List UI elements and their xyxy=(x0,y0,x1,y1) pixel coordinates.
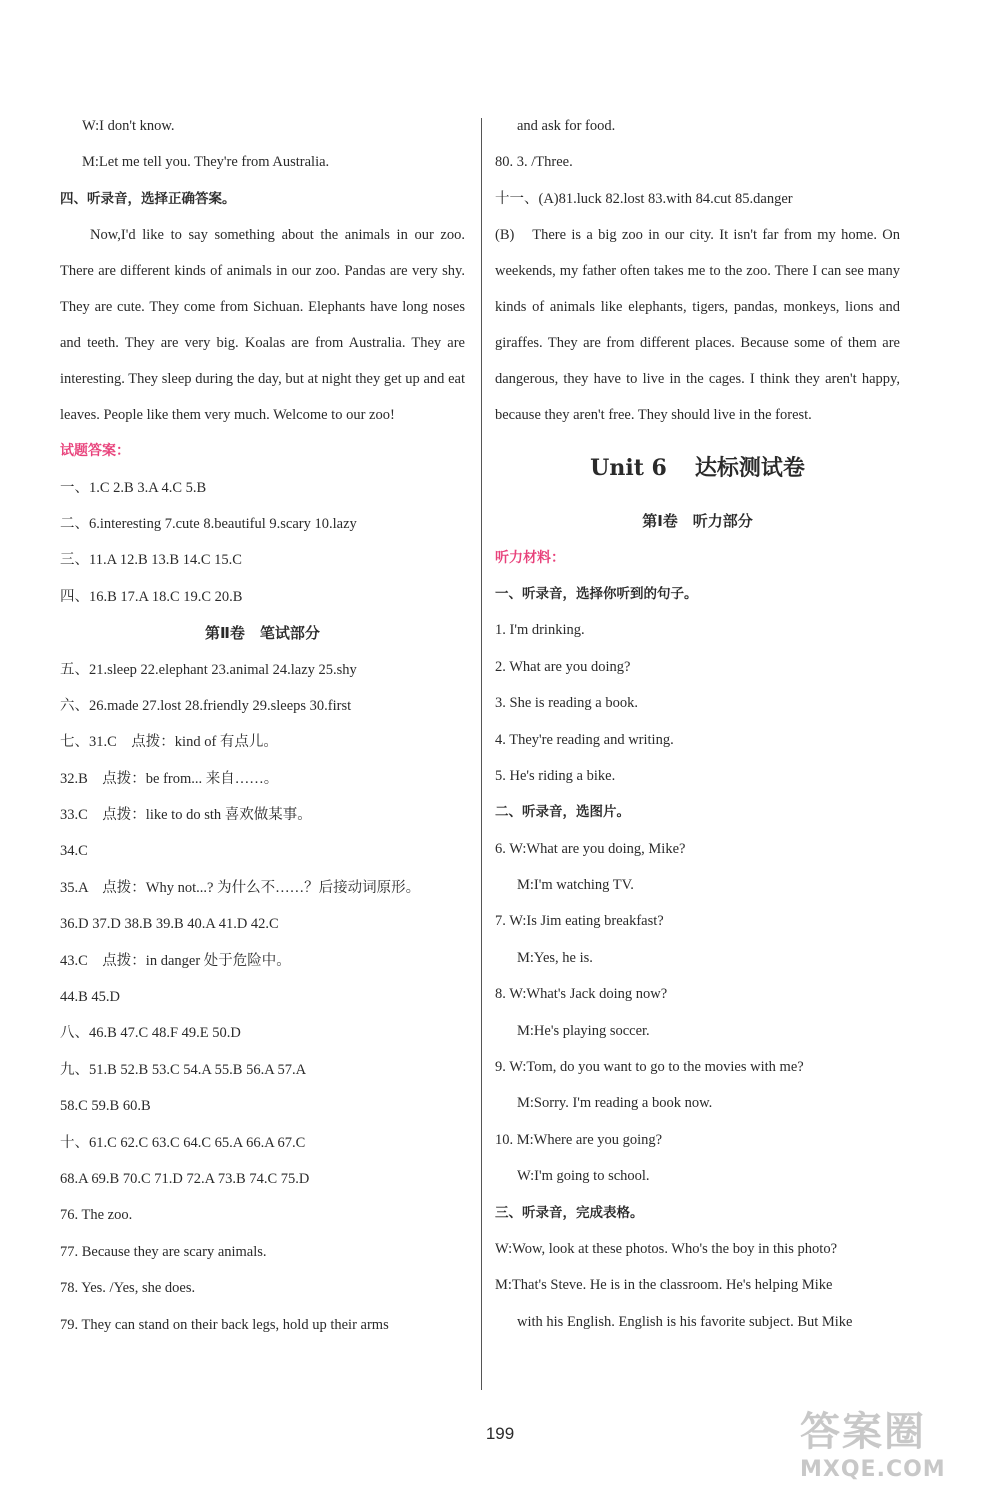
answer-line: 三、11.A 12.B 13.B 14.C 15.C xyxy=(60,552,242,569)
answer-line: 80. 3. /Three. xyxy=(495,154,573,171)
section-heading: 二、听录音，选图片。 xyxy=(495,804,630,821)
answer-line: 76. The zoo. xyxy=(60,1207,133,1224)
answer-line: 43.C 点拨：in danger 处于危险中。 xyxy=(60,952,291,969)
watermark-text: 答案圈 xyxy=(800,1409,926,1455)
answer-line: 68.A 69.B 70.C 71.D 72.A 73.B 74.C 75.D xyxy=(60,1170,310,1187)
answer-line: 35.A 点拨：Why not...? 为什么不……？后接动词原形。 xyxy=(60,879,421,896)
answer-line: 32.B 点拨：be from... 来自……。 xyxy=(60,770,279,787)
answer-line: 六、26.made 27.lost 28.friendly 29.sleeps 30.first xyxy=(60,697,352,714)
text-line: 7. W:Is Jim eating breakfast? xyxy=(495,913,664,930)
text-line: and ask for food. xyxy=(517,118,616,134)
text-line: M:He's playing soccer. xyxy=(517,1022,650,1039)
answer-line: 九、51.B 52.B 53.C 54.A 55.B 56.A 57.A xyxy=(60,1061,307,1078)
answer-line: 33.C 点拨：like to do sth 喜欢做某事。 xyxy=(60,807,312,824)
right-column xyxy=(495,108,900,1340)
answer-line: 78. Yes. /Yes, she does. xyxy=(60,1280,196,1297)
text-line: 2. What are you doing? xyxy=(495,658,631,675)
text-line: 1. I'm drinking. xyxy=(495,622,585,639)
text-line: W:Wow, look at these photos. Who's the boy in this photo? xyxy=(495,1240,838,1257)
watermark-logo xyxy=(800,1400,995,1495)
unit-title xyxy=(495,433,900,503)
answer-line: 44.B 45.D xyxy=(60,989,121,1006)
answer-line: 一、1.C 2.B 3.A 4.C 5.B xyxy=(60,479,207,496)
part-heading: 第Ⅱ卷 笔试部分 xyxy=(205,624,320,643)
text-line: W:I'm going to school. xyxy=(517,1168,650,1185)
text-line: 10. M:Where are you going? xyxy=(495,1131,663,1148)
text-line: M:Yes, he is. xyxy=(517,949,593,966)
listening-passage: Now,I'd like to say something about the animals in our zoo. There are different kinds of animals in our zoo. Pandas are very shy. They are cute. They come from Sichuan. Elephants have long noses and teeth. They are very big. Koalas are from Australia. They are interesting. They sleep during the day, but at night they get up and eat leaves. People like them very much. Welcome to our zoo! xyxy=(60,227,465,424)
unit-subtitle: 达标测试卷 xyxy=(694,456,805,482)
answer-line: 八、46.B 47.C 48.F 49.E 50.D xyxy=(60,1025,241,1042)
answers-heading: 试题答案： xyxy=(60,443,130,460)
column-divider xyxy=(481,118,482,1390)
text-line: with his English. English is his favorite subject. But Mike xyxy=(517,1313,853,1330)
text-line: M:Sorry. I'm reading a book now. xyxy=(517,1095,713,1112)
unit-number: Unit 6 xyxy=(590,455,667,482)
section-heading: 三、听录音，完成表格。 xyxy=(495,1204,644,1221)
answer-line: 十一、(A)81.luck 82.lost 83.with 84.cut 85.danger xyxy=(495,190,793,207)
left-column xyxy=(60,108,465,1343)
answer-line: 58.C 59.B 60.B xyxy=(60,1098,151,1115)
section-heading: 四、听录音，选择正确答案。 xyxy=(60,190,236,207)
answer-line: 77. Because they are scary animals. xyxy=(60,1243,267,1260)
answer-line: 二、6.interesting 7.cute 8.beautiful 9.scary 10.lazy xyxy=(60,515,357,532)
material-heading: 听力材料： xyxy=(495,549,565,566)
text-line: 3. She is reading a book. xyxy=(495,695,638,712)
text-line: 5. He's riding a bike. xyxy=(495,767,616,784)
answer-line: 36.D 37.D 38.B 39.B 40.A 41.D 42.C xyxy=(60,916,279,933)
answer-line: 十、61.C 62.C 63.C 64.C 65.A 66.A 67.C xyxy=(60,1134,306,1151)
text-line: 4. They're reading and writing. xyxy=(495,731,674,748)
answer-line: 五、21.sleep 22.elephant 23.animal 24.lazy 25.shy xyxy=(60,661,357,678)
page-number: 199 xyxy=(485,1424,515,1443)
answer-line: 34.C xyxy=(60,843,88,860)
text-line: M:Let me tell you. They're from Australia. xyxy=(82,154,330,171)
part-heading: 第Ⅰ卷 听力部分 xyxy=(642,512,753,531)
answer-line: 79. They can stand on their back legs, hold up their arms xyxy=(60,1316,389,1333)
text-line: M:That's Steve. He is in the classroom. He's helping Mike xyxy=(495,1277,833,1294)
answer-line: 四、16.B 17.A 18.C 19.C 20.B xyxy=(60,588,243,605)
text-line: 8. W:What's Jack doing now? xyxy=(495,986,668,1003)
answer-passage: (B) There is a big zoo in our city. It isn't far from my home. On weekends, my father often takes me to the zoo. There I can see many kinds of animals like elephants, tigers, pandas, monkeys, lions and giraffes. They are from different places. Because some of them are dangerous, they have to live in the cages. I think they aren't happy, because they aren't free. They should live in the forest. xyxy=(495,227,900,424)
watermark-url: MXQE.COM xyxy=(800,1457,946,1482)
text-line: 9. W:Tom, do you want to go to the movies with me? xyxy=(495,1059,804,1076)
answer-line: 七、31.C 点拨：kind of 有点儿。 xyxy=(60,734,278,751)
section-heading: 一、听录音，选择你听到的句子。 xyxy=(495,585,698,602)
text-line: W:I don't know. xyxy=(82,118,175,134)
text-line: M:I'm watching TV. xyxy=(517,877,634,894)
text-line: 6. W:What are you doing, Mike? xyxy=(495,840,686,857)
